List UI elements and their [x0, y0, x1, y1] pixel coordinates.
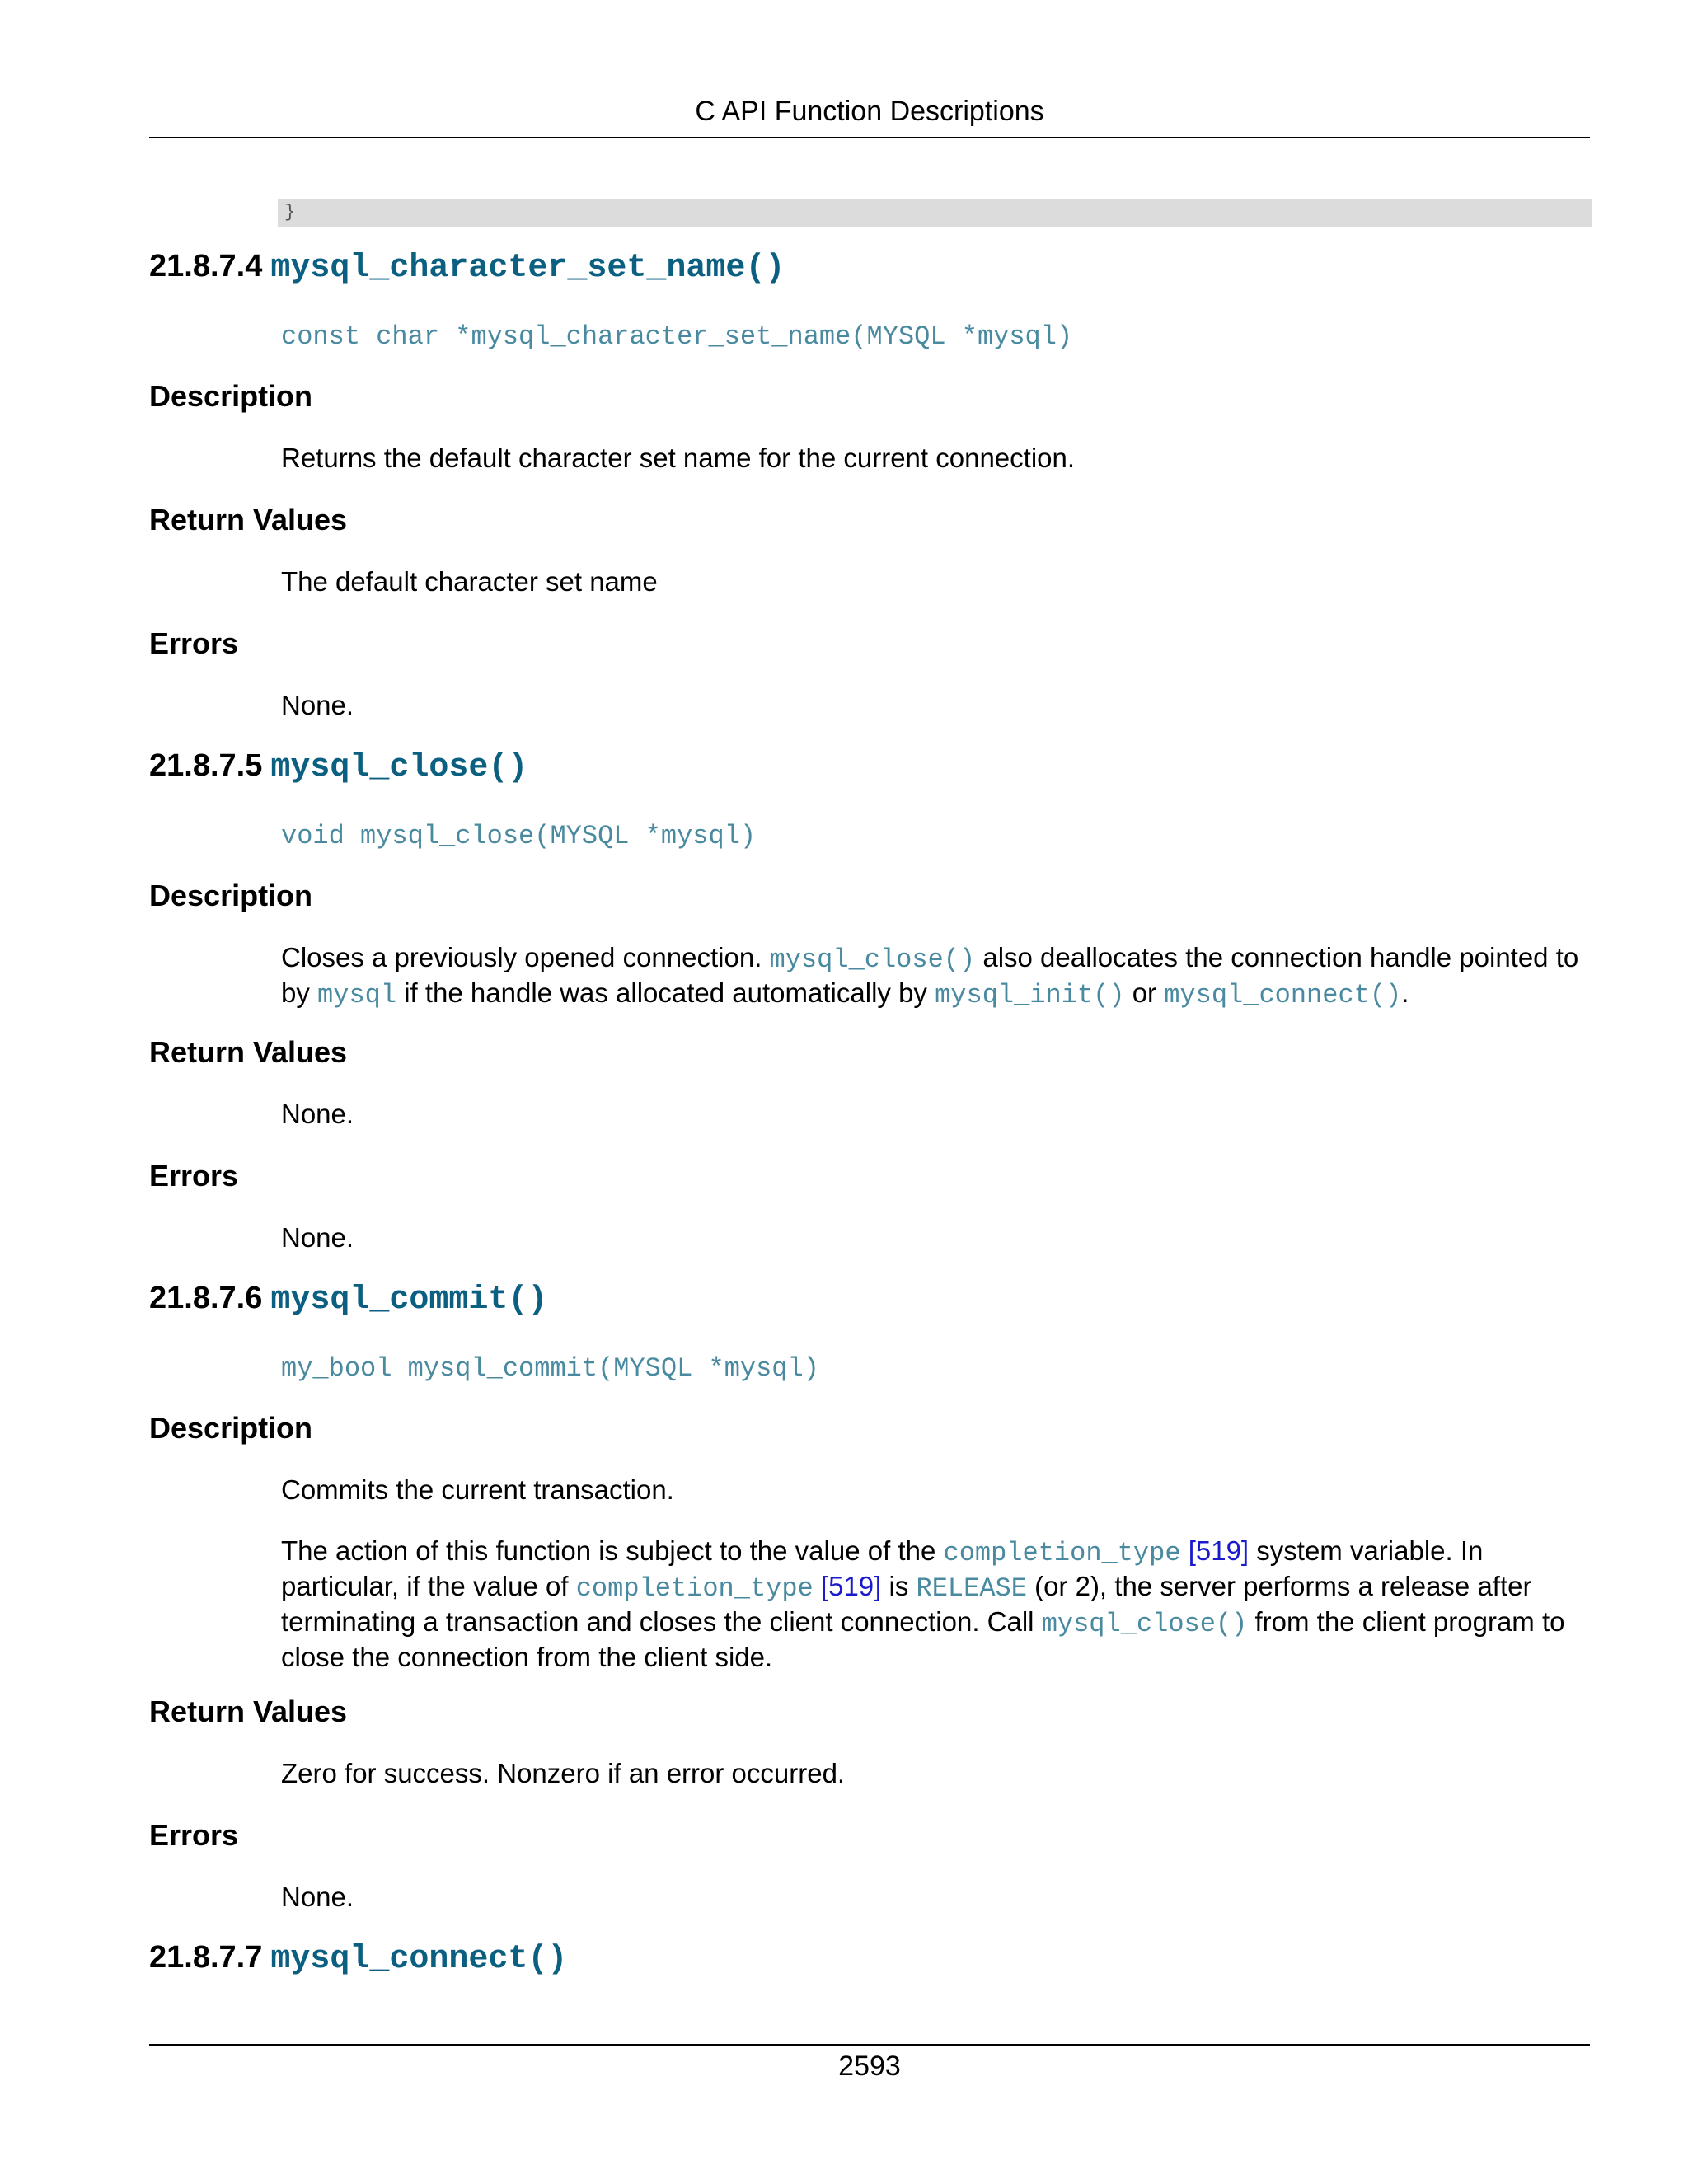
section-heading-mysql-connect	[149, 1940, 567, 1978]
return-values-text: None.	[281, 1099, 354, 1129]
reference-link[interactable]: [519]	[820, 1571, 882, 1601]
function-signature: my_bool mysql_commit(MYSQL *mysql)	[281, 1353, 819, 1384]
description-heading: Description	[149, 379, 313, 413]
return-values-text: Zero for success. Nonzero if an error occurred.	[281, 1758, 846, 1788]
inline-code: mysql_init()	[935, 980, 1125, 1010]
description-text: Closes a previously opened connection. mysql_close() also deallocates the connection handle pointed to by mysql if the handle was allocated automatically by mysql_init() or mysql_connect().	[281, 942, 1579, 1010]
page-number: 2593	[838, 2050, 901, 2082]
errors-heading: Errors	[149, 626, 239, 660]
description-heading: Description	[149, 879, 313, 912]
inline-code: RELEASE	[916, 1573, 1027, 1604]
inline-code: completion_type	[943, 1538, 1181, 1568]
return-values-text: The default character set name	[281, 566, 658, 597]
section-heading-mysql-commit	[149, 1281, 547, 1319]
inline-code: mysql_close()	[769, 944, 976, 975]
errors-text: None.	[281, 1882, 354, 1912]
description-heading: Description	[149, 1411, 313, 1445]
running-header: C API Function Descriptions	[695, 96, 1044, 127]
description-paragraph-2: The action of this function is subject to the value of the completion_type [519] system variable. In particular, if the value of completion_type [519] is RELEASE (or 2), the server performs a release after terminating a transaction and closes the client connection. Call mysql_close() from the client program to close the connection from the client side.	[281, 1535, 1565, 1672]
section-number: 21.8.7.4	[149, 249, 263, 284]
inline-code: mysql_close()	[1041, 1609, 1248, 1639]
footer-rule	[149, 2044, 1590, 2046]
section-number: 21.8.7.7	[149, 1940, 263, 1975]
inline-code: mysql_connect()	[1164, 980, 1402, 1010]
function-name: mysql_connect()	[270, 1941, 568, 1978]
errors-heading: Errors	[149, 1159, 239, 1193]
description-text: Commits the current transaction.	[281, 1474, 674, 1505]
section-heading-mysql-close	[149, 748, 528, 786]
function-name: mysql_commit()	[270, 1282, 548, 1319]
return-values-heading: Return Values	[149, 1035, 348, 1069]
function-name: mysql_close()	[270, 749, 528, 786]
reference-link[interactable]: [519]	[1188, 1535, 1250, 1566]
function-signature: void mysql_close(MYSQL *mysql)	[281, 821, 757, 851]
section-number: 21.8.7.5	[149, 748, 263, 783]
inline-code: mysql	[317, 980, 397, 1010]
function-signature: const char *mysql_character_set_name(MYSQL *mysql)	[281, 321, 1073, 352]
code-block-tail: }	[278, 199, 1592, 227]
header-rule	[149, 137, 1590, 138]
return-values-heading: Return Values	[149, 1694, 348, 1728]
section-number: 21.8.7.6	[149, 1281, 263, 1315]
description-text: Returns the default character set name for the current connection.	[281, 443, 1076, 473]
function-name: mysql_character_set_name()	[270, 250, 785, 287]
errors-text: None.	[281, 1222, 354, 1253]
errors-text: None.	[281, 690, 354, 720]
inline-code: completion_type	[575, 1573, 814, 1604]
return-values-heading: Return Values	[149, 503, 348, 537]
section-heading-mysql-character-set-name	[149, 249, 785, 287]
errors-heading: Errors	[149, 1818, 239, 1852]
